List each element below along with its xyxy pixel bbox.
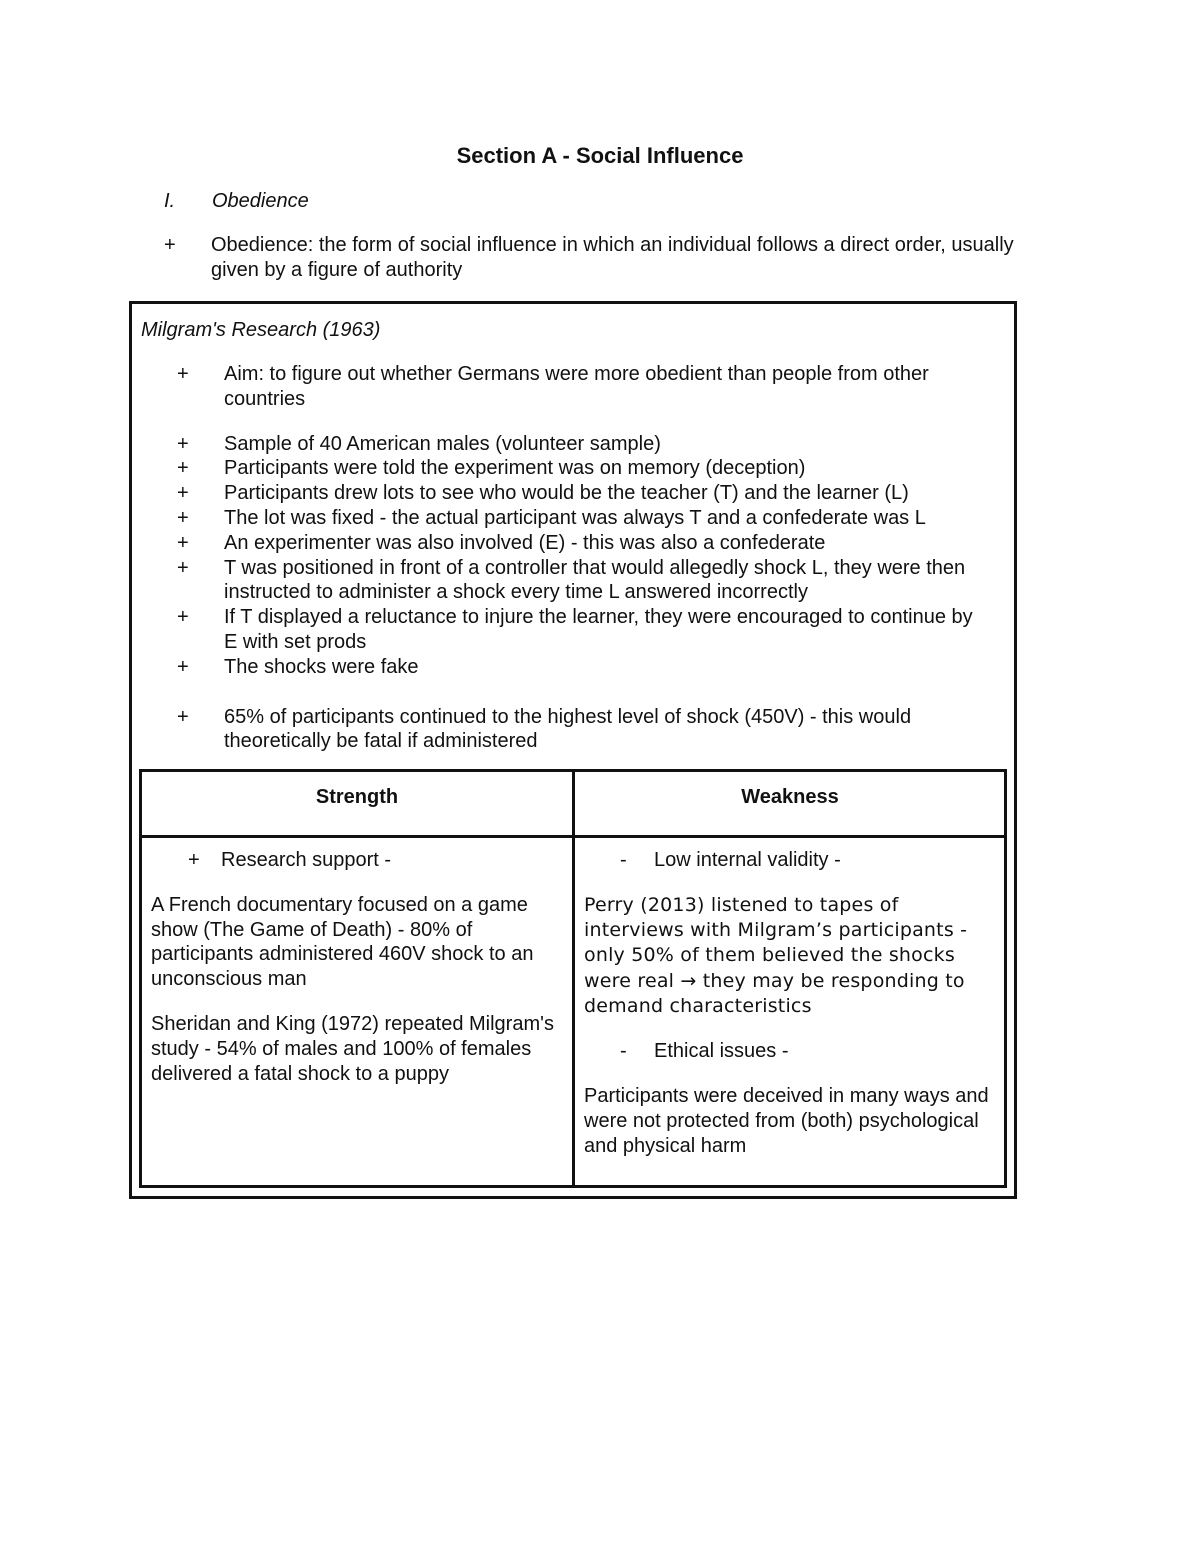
plus-bullet-icon: + — [177, 363, 189, 385]
research-bullet-list — [177, 362, 987, 754]
plus-bullet-icon: + — [177, 457, 189, 480]
table-column-divider — [572, 772, 575, 1185]
list-item-text: Obedience: the form of social influence in which an individual follows a direct order, usually given by a figure of authority — [211, 234, 1014, 281]
milgram-research-box — [129, 301, 1017, 1199]
list-item — [177, 531, 987, 556]
plus-bullet-icon: + — [177, 606, 189, 629]
list-item — [177, 456, 987, 481]
list-item-text: T was positioned in front of a controller that would allegedly shock L, they were then instructed to administer a shock every time L answered incorrectly — [224, 556, 966, 604]
dash-bullet-icon: - — [620, 1040, 627, 1063]
weakness-paragraph: Perry (2013) listened to tapes of interviews with Milgram’s participants - only 50% of them believed the shocks were real → they may be responding to demand characteristics — [584, 893, 968, 1017]
list-item — [177, 506, 987, 531]
plus-bullet-icon: + — [177, 482, 189, 505]
intro-definition — [164, 233, 1024, 283]
list-item — [177, 655, 987, 680]
heading-number: I. — [164, 190, 176, 212]
plus-bullet-icon: + — [177, 556, 189, 579]
list-item-text: Sample of 40 American males (volunteer sample) — [224, 432, 661, 455]
weakness-point-text: Ethical issues - — [654, 1040, 789, 1063]
list-item — [177, 432, 987, 457]
plus-bullet-icon: + — [177, 506, 189, 529]
list-item — [177, 556, 987, 606]
plus-bullet-icon: + — [177, 432, 189, 455]
dash-bullet-icon: - — [620, 849, 627, 871]
box-title: Milgram's Research (1963) — [141, 319, 381, 341]
heading-text: Obedience — [212, 190, 309, 212]
list-item-text: Participants drew lots to see who would be the teacher (T) and the learner (L) — [224, 482, 909, 505]
list-item-text: Aim: to figure out whether Germans were more obedient than people from other countries — [224, 363, 929, 410]
table-header-weakness: Weakness — [741, 786, 839, 808]
list-item — [177, 705, 987, 755]
strength-cell — [151, 848, 566, 1106]
table-header-strength: Strength — [315, 786, 399, 808]
plus-bullet-icon: + — [164, 234, 176, 256]
page-title: Section A - Social Influence — [456, 143, 744, 168]
weakness-point — [584, 848, 996, 873]
list-item — [177, 481, 987, 506]
list-item-text: Participants were told the experiment was on memory (deception) — [224, 457, 806, 480]
list-item — [164, 233, 1024, 283]
table-header-divider — [142, 835, 1004, 838]
section-heading — [164, 188, 309, 214]
list-item-text: If T displayed a reluctance to injure the learner, they were encouraged to continue by E with set prods — [224, 606, 973, 653]
plus-bullet-icon: + — [177, 655, 189, 678]
list-item-text: The lot was fixed - the actual participant was always T and a confederate was L — [224, 506, 926, 529]
list-item-text: The shocks were fake — [224, 655, 419, 678]
plus-bullet-icon: + — [177, 705, 189, 728]
strength-paragraph: A French documentary focused on a game show (The Game of Death) - 80% of participants administered 460V shock to an unconscious man — [151, 893, 534, 991]
plus-bullet-icon: + — [188, 849, 200, 871]
list-item — [177, 605, 987, 655]
list-item-text: 65% of participants continued to the highest level of shock (450V) - this would theoretically be fatal if administered — [224, 705, 912, 753]
strength-point — [151, 848, 566, 873]
weakness-point — [584, 1039, 996, 1064]
list-item-text: An experimenter was also involved (E) - this was also a confederate — [224, 531, 826, 554]
weakness-paragraph: Participants were deceived in many ways and were not protected from (both) psychological and physical harm — [584, 1085, 989, 1157]
plus-bullet-icon: + — [177, 531, 189, 554]
strength-paragraph: Sheridan and King (1972) repeated Milgram's study - 54% of males and 100% of females delivered a fatal shock to a puppy — [151, 1012, 554, 1085]
weakness-point-text: Low internal validity - — [654, 849, 841, 871]
weakness-cell — [584, 848, 996, 1178]
list-item — [177, 362, 987, 412]
strength-weakness-table — [139, 769, 1007, 1188]
strength-point-text: Research support - — [221, 849, 392, 871]
